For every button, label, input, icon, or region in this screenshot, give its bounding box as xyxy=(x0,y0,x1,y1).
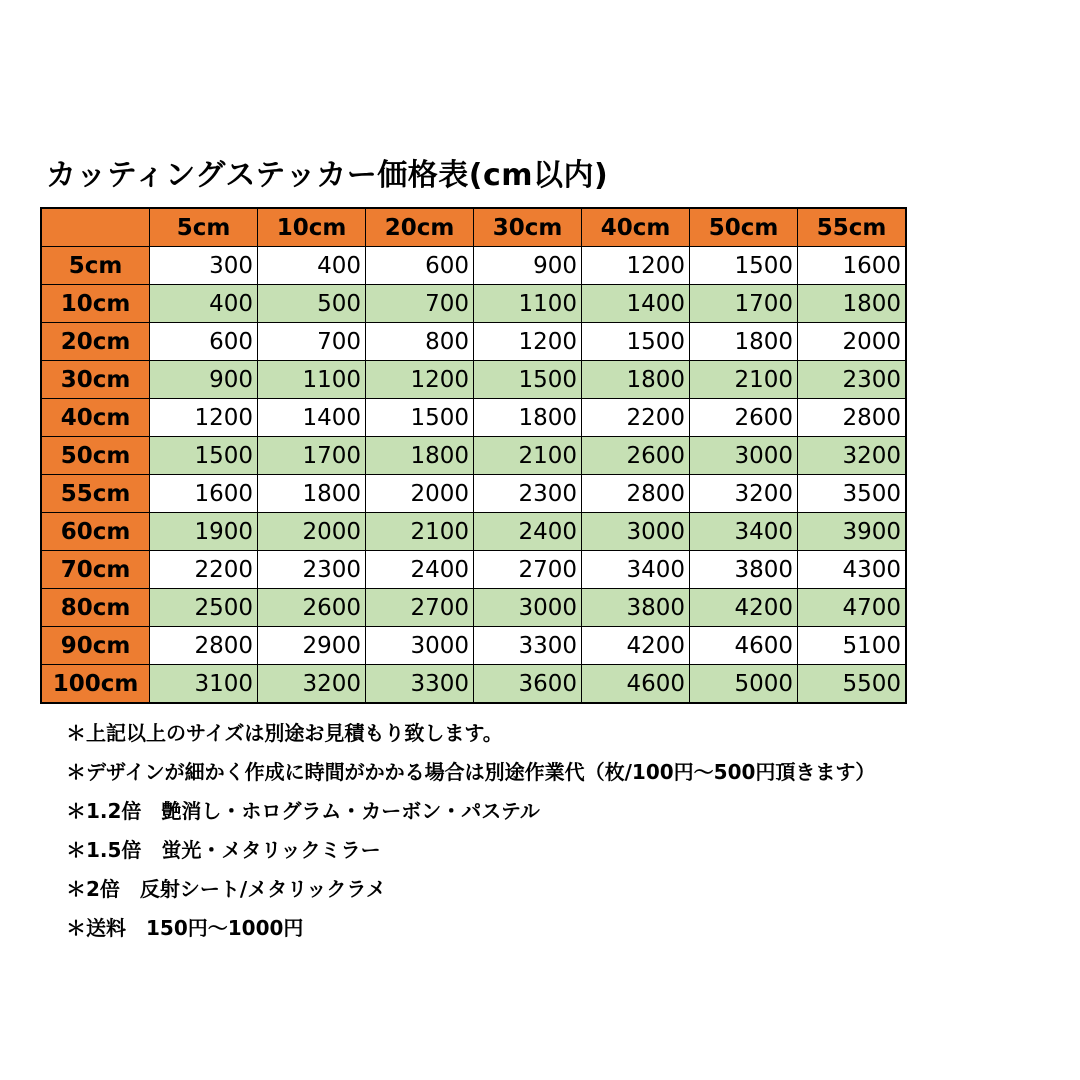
price-cell: 2600 xyxy=(258,589,366,627)
price-cell: 4600 xyxy=(690,627,798,665)
price-cell: 1700 xyxy=(690,285,798,323)
price-cell: 2800 xyxy=(582,475,690,513)
price-cell: 1500 xyxy=(150,437,258,475)
notes-list xyxy=(66,714,875,948)
price-cell: 3200 xyxy=(798,437,907,475)
page-title: カッティングステッカー価格表(cm以内) xyxy=(46,158,609,193)
note-item: ＊2倍 反射シート/メタリックラメ xyxy=(66,877,386,901)
column-header: 10cm xyxy=(258,208,366,247)
price-cell: 1800 xyxy=(366,437,474,475)
price-cell: 1600 xyxy=(798,247,907,285)
price-cell: 4200 xyxy=(690,589,798,627)
table-row xyxy=(41,475,906,513)
price-cell: 3300 xyxy=(474,627,582,665)
price-cell: 2700 xyxy=(474,551,582,589)
price-cell: 600 xyxy=(366,247,474,285)
price-cell: 2800 xyxy=(798,399,907,437)
price-cell: 3900 xyxy=(798,513,907,551)
row-header: 90cm xyxy=(41,627,150,665)
column-header: 20cm xyxy=(366,208,474,247)
price-cell: 3000 xyxy=(366,627,474,665)
price-cell: 3800 xyxy=(690,551,798,589)
price-cell: 2200 xyxy=(150,551,258,589)
table-row xyxy=(41,247,906,285)
column-header: 30cm xyxy=(474,208,582,247)
price-cell: 1100 xyxy=(474,285,582,323)
price-cell: 2300 xyxy=(258,551,366,589)
price-cell: 900 xyxy=(150,361,258,399)
price-cell: 2100 xyxy=(366,513,474,551)
row-header: 70cm xyxy=(41,551,150,589)
price-cell: 2500 xyxy=(150,589,258,627)
price-cell: 1800 xyxy=(474,399,582,437)
price-cell: 3300 xyxy=(366,665,474,704)
column-header: 55cm xyxy=(798,208,907,247)
table-row xyxy=(41,513,906,551)
price-cell: 2400 xyxy=(474,513,582,551)
price-cell: 3600 xyxy=(474,665,582,704)
price-cell: 1600 xyxy=(150,475,258,513)
price-cell: 3000 xyxy=(582,513,690,551)
price-cell: 900 xyxy=(474,247,582,285)
row-header: 30cm xyxy=(41,361,150,399)
price-cell: 5100 xyxy=(798,627,907,665)
price-cell: 3200 xyxy=(690,475,798,513)
price-cell: 1400 xyxy=(582,285,690,323)
note-item: ＊1.2倍 艶消し・ホログラム・カーボン・パステル xyxy=(66,799,540,823)
price-cell: 2300 xyxy=(474,475,582,513)
price-cell: 300 xyxy=(150,247,258,285)
table-row xyxy=(41,551,906,589)
price-cell: 1200 xyxy=(582,247,690,285)
price-cell: 2900 xyxy=(258,627,366,665)
price-cell: 3100 xyxy=(150,665,258,704)
table-row xyxy=(41,323,906,361)
price-cell: 1500 xyxy=(366,399,474,437)
price-cell: 600 xyxy=(150,323,258,361)
price-cell: 3500 xyxy=(798,475,907,513)
price-cell: 1900 xyxy=(150,513,258,551)
price-cell: 4700 xyxy=(798,589,907,627)
price-cell: 1200 xyxy=(366,361,474,399)
note-item: ＊1.5倍 蛍光・メタリックミラー xyxy=(66,838,381,862)
note-item: ＊上記以上のサイズは別途お見積もり致します。 xyxy=(66,721,503,745)
price-cell: 3000 xyxy=(474,589,582,627)
price-cell: 800 xyxy=(366,323,474,361)
row-header: 50cm xyxy=(41,437,150,475)
price-cell: 1700 xyxy=(258,437,366,475)
row-header: 55cm xyxy=(41,475,150,513)
row-header: 40cm xyxy=(41,399,150,437)
price-cell: 2400 xyxy=(366,551,474,589)
price-cell: 700 xyxy=(366,285,474,323)
price-cell: 1800 xyxy=(582,361,690,399)
price-cell: 1500 xyxy=(690,247,798,285)
row-header: 100cm xyxy=(41,665,150,704)
price-cell: 5500 xyxy=(798,665,907,704)
price-cell: 2100 xyxy=(690,361,798,399)
table-row xyxy=(41,589,906,627)
price-cell: 700 xyxy=(258,323,366,361)
price-table-body xyxy=(41,208,906,703)
price-cell: 1200 xyxy=(150,399,258,437)
table-row xyxy=(41,665,906,704)
table-corner-cell xyxy=(41,208,150,247)
note-item: ＊デザインが細かく作成に時間がかかる場合は別途作業代（枚/100円〜500円頂きます） xyxy=(66,760,876,784)
table-row xyxy=(41,285,906,323)
table-row xyxy=(41,399,906,437)
row-header: 80cm xyxy=(41,589,150,627)
price-cell: 5000 xyxy=(690,665,798,704)
price-cell: 1800 xyxy=(690,323,798,361)
price-cell: 400 xyxy=(258,247,366,285)
price-cell: 2600 xyxy=(582,437,690,475)
price-cell: 4300 xyxy=(798,551,907,589)
price-cell: 4600 xyxy=(582,665,690,704)
row-header: 20cm xyxy=(41,323,150,361)
price-cell: 1400 xyxy=(258,399,366,437)
table-row xyxy=(41,437,906,475)
price-cell: 4200 xyxy=(582,627,690,665)
column-header: 50cm xyxy=(690,208,798,247)
price-cell: 3400 xyxy=(582,551,690,589)
column-header: 40cm xyxy=(582,208,690,247)
price-cell: 2100 xyxy=(474,437,582,475)
price-cell: 3200 xyxy=(258,665,366,704)
note-item: ＊送料 150円〜1000円 xyxy=(66,916,304,940)
price-cell: 3400 xyxy=(690,513,798,551)
table-header-row xyxy=(41,208,906,247)
price-cell: 3000 xyxy=(690,437,798,475)
price-cell: 500 xyxy=(258,285,366,323)
price-cell: 1800 xyxy=(798,285,907,323)
price-cell: 2000 xyxy=(366,475,474,513)
row-header: 60cm xyxy=(41,513,150,551)
table-row xyxy=(41,361,906,399)
table-row xyxy=(41,627,906,665)
price-cell: 2600 xyxy=(690,399,798,437)
price-cell: 1100 xyxy=(258,361,366,399)
price-cell: 2200 xyxy=(582,399,690,437)
price-cell: 1500 xyxy=(474,361,582,399)
price-cell: 2000 xyxy=(258,513,366,551)
price-cell: 2000 xyxy=(798,323,907,361)
price-cell: 400 xyxy=(150,285,258,323)
price-cell: 3800 xyxy=(582,589,690,627)
row-header: 5cm xyxy=(41,247,150,285)
price-cell: 2800 xyxy=(150,627,258,665)
price-cell: 2700 xyxy=(366,589,474,627)
row-header: 10cm xyxy=(41,285,150,323)
price-cell: 2300 xyxy=(798,361,907,399)
column-header: 5cm xyxy=(150,208,258,247)
price-cell: 1200 xyxy=(474,323,582,361)
price-cell: 1800 xyxy=(258,475,366,513)
price-cell: 1500 xyxy=(582,323,690,361)
price-table xyxy=(40,207,907,704)
